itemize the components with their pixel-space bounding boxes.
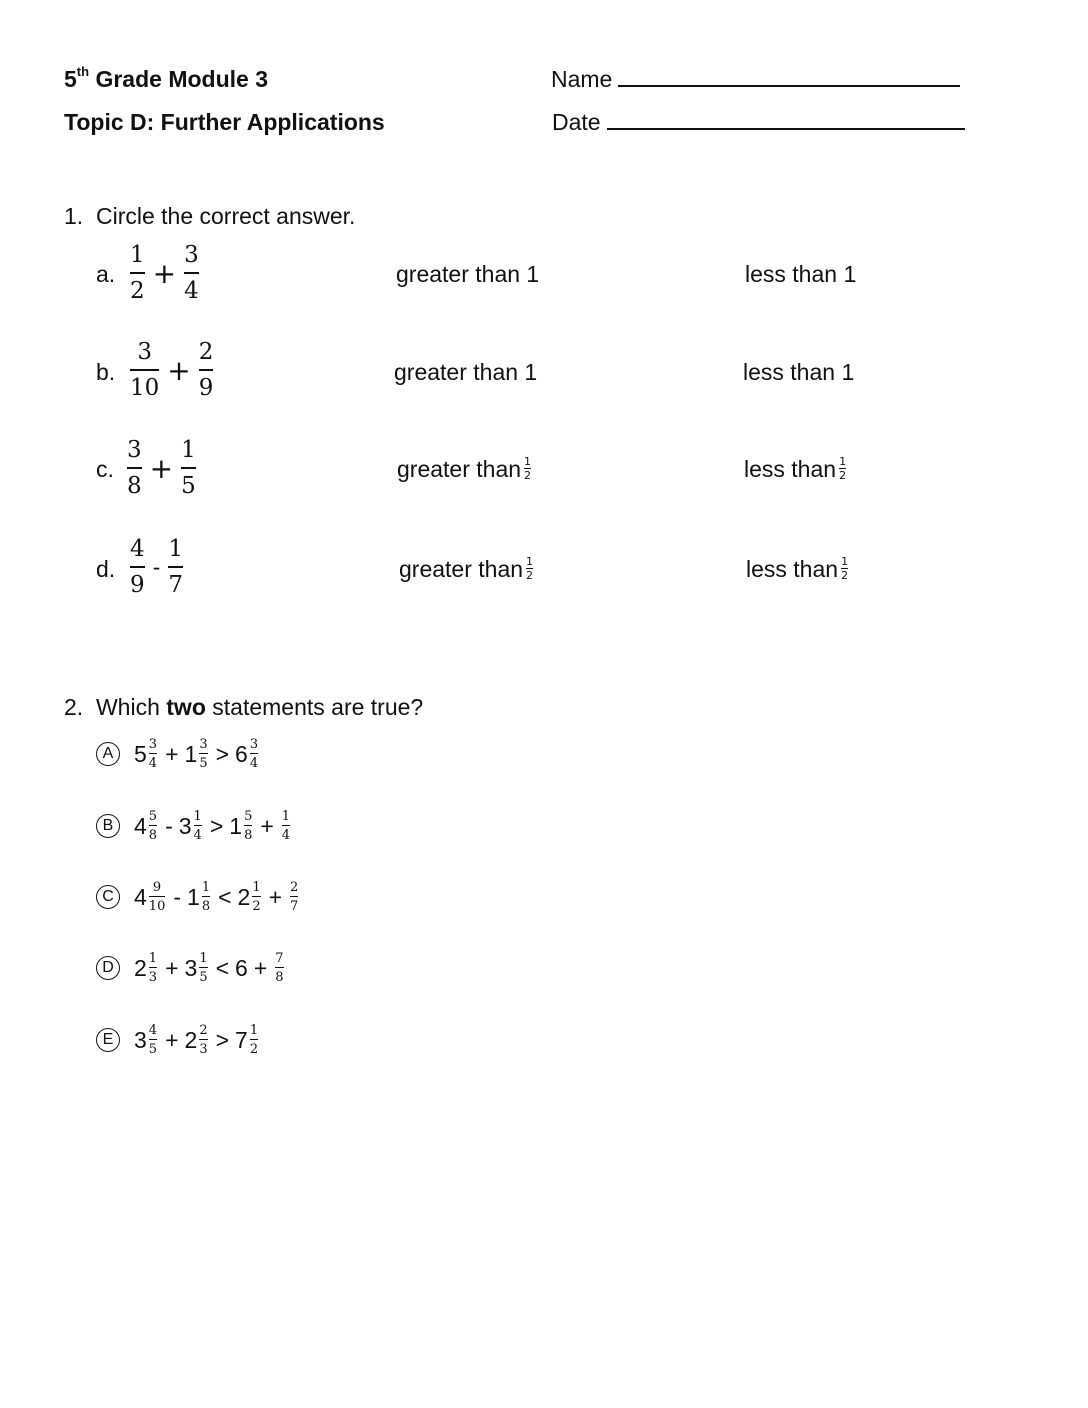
- numerator: 4: [130, 536, 145, 562]
- fraction: [250, 738, 258, 770]
- fraction-bar: [130, 272, 145, 274]
- fraction: [184, 244, 199, 303]
- denominator: 9: [130, 572, 145, 598]
- numerator: 1: [281, 809, 291, 824]
- numerator: 1: [168, 536, 183, 562]
- question-text-post: statements are true?: [205, 694, 424, 720]
- whole-number: 2: [184, 1026, 198, 1053]
- denominator: 10: [130, 375, 160, 401]
- fraction: [181, 439, 196, 498]
- numerator: 2: [198, 339, 214, 365]
- fraction-expression: [128, 538, 185, 597]
- fraction: [149, 810, 157, 842]
- choice-e[interactable]: [96, 1024, 260, 1056]
- choice-b[interactable]: [96, 810, 292, 842]
- denominator: 4: [249, 756, 259, 771]
- item-label: c.: [96, 456, 114, 482]
- denominator: 3: [199, 1042, 208, 1057]
- operator: -: [152, 554, 161, 580]
- fraction: [149, 952, 157, 984]
- operator: +: [268, 883, 283, 910]
- denominator: 4: [281, 828, 291, 843]
- fraction-bar: [194, 825, 202, 826]
- module-name: Grade Module 3: [95, 66, 269, 92]
- whole-number: 3: [178, 812, 192, 839]
- fraction-bar: [184, 272, 199, 274]
- numerator: 1: [130, 242, 145, 268]
- whole-number: 2: [237, 883, 251, 910]
- fraction-bar: [127, 467, 142, 469]
- numerator: 1: [841, 555, 849, 569]
- numerator: 1: [181, 437, 196, 463]
- numerator: 1: [193, 809, 202, 824]
- fraction-bar: [168, 566, 183, 568]
- operator: <: [218, 883, 232, 910]
- operator: +: [152, 257, 177, 290]
- answer-option-greater[interactable]: [394, 359, 537, 386]
- operator: +: [165, 954, 179, 981]
- fraction: [199, 952, 207, 984]
- whole-number: 4: [134, 883, 147, 910]
- topic-title: Topic D: Further Applications: [64, 109, 385, 135]
- numerator: 1: [839, 455, 847, 469]
- name-field[interactable]: [551, 66, 960, 93]
- fraction-bar: [244, 825, 252, 826]
- fraction-bar: [130, 566, 145, 568]
- whole-number: 5: [134, 740, 147, 767]
- whole-number: 3: [184, 954, 198, 981]
- fraction: [127, 439, 142, 498]
- fraction: [250, 1024, 258, 1056]
- fraction-bar: [181, 467, 196, 469]
- fraction-bar: [250, 753, 258, 754]
- module-title: [64, 66, 268, 93]
- whole-number: 4: [134, 812, 147, 839]
- numerator: 5: [148, 809, 158, 824]
- answer-option-less[interactable]: [743, 359, 854, 386]
- denominator: 3: [148, 970, 158, 985]
- denominator: 4: [184, 278, 199, 304]
- numerator: 1: [252, 880, 261, 895]
- whole-number: 1: [187, 883, 200, 910]
- fraction-bar: [199, 369, 214, 371]
- numerator: 1: [201, 880, 211, 895]
- denominator: 2: [252, 899, 261, 914]
- numerator: 3: [249, 737, 259, 752]
- operator: >: [215, 740, 230, 767]
- item-label: a.: [96, 261, 116, 287]
- fraction: [149, 1024, 157, 1056]
- denominator: 2: [839, 469, 847, 483]
- question-2-prompt: [64, 694, 423, 721]
- choice-letter-circle[interactable]: C: [96, 885, 120, 909]
- operator: +: [165, 1026, 179, 1053]
- denominator: 7: [290, 899, 299, 914]
- option-text: greater than: [397, 456, 522, 482]
- fraction-bar: [202, 896, 210, 897]
- denominator: 8: [201, 899, 211, 914]
- fraction-bar: [282, 825, 290, 826]
- item-label: d.: [96, 556, 116, 582]
- question-number: 1.: [64, 203, 84, 229]
- half-fraction: [839, 456, 846, 481]
- denominator: 2: [249, 1042, 259, 1057]
- fraction: [149, 738, 157, 770]
- fraction: [194, 810, 202, 842]
- option-text: less than: [746, 556, 839, 582]
- operator: +: [253, 954, 268, 981]
- option-text: less than 1: [743, 359, 855, 385]
- fraction-expression: [128, 341, 215, 400]
- fraction-bar: [250, 1039, 258, 1040]
- numerator: 1: [148, 951, 158, 966]
- fraction-bar: [199, 753, 207, 754]
- question-text-bold: two: [166, 694, 206, 720]
- denominator: 9: [198, 375, 214, 401]
- fraction-bar: [290, 896, 298, 897]
- answer-option-greater[interactable]: [399, 556, 533, 583]
- fraction-bar: [149, 825, 157, 826]
- fraction: [282, 810, 290, 842]
- denominator: 5: [148, 1042, 158, 1057]
- fraction: [199, 738, 207, 770]
- question-number: 2.: [64, 694, 84, 720]
- numerator: 3: [137, 339, 152, 365]
- item-label: b.: [96, 359, 116, 385]
- numerator: 3: [199, 737, 208, 752]
- date-field[interactable]: [552, 109, 965, 136]
- whole-number: 7: [235, 1026, 248, 1053]
- denominator: 2: [130, 278, 145, 304]
- fraction: [130, 341, 159, 400]
- answer-option-less[interactable]: [744, 456, 846, 483]
- fraction-bar: [199, 967, 207, 968]
- date-label: Date: [552, 109, 601, 135]
- operator: +: [149, 452, 174, 485]
- operator: >: [215, 1026, 230, 1053]
- name-blank[interactable]: [618, 67, 960, 87]
- denominator: 5: [181, 473, 196, 499]
- half-fraction: [526, 556, 533, 581]
- fraction-bar: [252, 896, 260, 897]
- numerator: 1: [524, 455, 532, 469]
- option-text: less than: [744, 456, 837, 482]
- numerator: 1: [199, 951, 208, 966]
- grade-suffix: th: [76, 64, 90, 80]
- name-label: Name: [551, 66, 613, 92]
- fraction: [199, 341, 214, 400]
- choice-c[interactable]: [96, 881, 300, 913]
- numerator: 4: [148, 1023, 158, 1038]
- choice-letter-circle[interactable]: D: [96, 956, 120, 980]
- whole-number: 6: [235, 740, 248, 767]
- numerator: 5: [244, 809, 253, 824]
- answer-option-less[interactable]: [746, 556, 848, 583]
- fraction-expression: [128, 244, 201, 303]
- whole-number: 2: [134, 954, 147, 981]
- denominator: 5: [199, 756, 208, 771]
- denominator: 2: [524, 469, 532, 483]
- fraction-bar: [130, 369, 159, 371]
- operator: >: [209, 812, 224, 839]
- whole-number: 3: [134, 1026, 147, 1053]
- whole-number: 1: [229, 812, 243, 839]
- numerator: 3: [127, 437, 142, 463]
- option-text: greater than 1: [394, 359, 538, 385]
- fraction: [130, 244, 145, 303]
- choice-a[interactable]: [96, 738, 260, 770]
- question-text: Circle the correct answer.: [95, 203, 356, 229]
- numerator: 3: [148, 737, 158, 752]
- date-blank[interactable]: [607, 110, 965, 130]
- half-fraction: [524, 456, 531, 481]
- fraction: [202, 881, 210, 913]
- choice-letter-circle[interactable]: B: [96, 814, 120, 838]
- fraction: [244, 810, 252, 842]
- fraction: [168, 538, 183, 597]
- operator: +: [165, 740, 179, 767]
- numerator: 3: [184, 242, 199, 268]
- fraction: [199, 1024, 207, 1056]
- denominator: 8: [148, 828, 158, 843]
- numerator: 1: [249, 1023, 259, 1038]
- choice-d[interactable]: [96, 952, 286, 984]
- choice-letter-circle[interactable]: A: [96, 742, 120, 766]
- denominator: 8: [127, 473, 142, 499]
- fraction: [275, 952, 283, 984]
- choice-letter-circle[interactable]: E: [96, 1028, 120, 1052]
- answer-option-greater[interactable]: [396, 261, 539, 288]
- operator: +: [260, 812, 274, 839]
- grade-number: 5: [64, 66, 77, 92]
- numerator: 9: [152, 880, 162, 895]
- question-text-pre: Which: [95, 694, 167, 720]
- answer-option-greater[interactable]: [397, 456, 531, 483]
- fraction-bar: [275, 967, 283, 968]
- numerator: 2: [199, 1023, 208, 1038]
- operator: <: [215, 954, 230, 981]
- denominator: 2: [841, 569, 849, 583]
- numerator: 1: [526, 555, 534, 569]
- fraction-bar: [149, 896, 166, 897]
- denominator: 2: [526, 569, 534, 583]
- option-text: greater than 1: [396, 261, 540, 287]
- numerator: 7: [275, 951, 284, 966]
- option-text: less than 1: [745, 261, 857, 287]
- fraction-expression: [125, 439, 198, 498]
- denominator: 5: [199, 970, 208, 985]
- fraction-bar: [149, 967, 157, 968]
- denominator: 4: [193, 828, 202, 843]
- fraction: [252, 881, 260, 913]
- fraction: [130, 538, 145, 597]
- answer-option-less[interactable]: [745, 261, 856, 288]
- operator: -: [165, 812, 173, 839]
- whole-number: 1: [184, 740, 198, 767]
- numerator: 2: [290, 880, 299, 895]
- denominator: 8: [244, 828, 253, 843]
- fraction: [149, 881, 166, 913]
- denominator: 8: [275, 970, 284, 985]
- operator: -: [173, 883, 182, 910]
- fraction-bar: [149, 753, 157, 754]
- fraction: [290, 881, 298, 913]
- half-fraction: [841, 556, 848, 581]
- denominator: 4: [148, 756, 158, 771]
- option-text: greater than: [399, 556, 524, 582]
- denominator: 10: [148, 899, 166, 914]
- question-1-prompt: [64, 203, 355, 230]
- denominator: 7: [168, 572, 183, 598]
- fraction-bar: [199, 1039, 207, 1040]
- whole-number: 6: [235, 954, 248, 981]
- fraction-bar: [149, 1039, 157, 1040]
- operator: +: [167, 354, 191, 387]
